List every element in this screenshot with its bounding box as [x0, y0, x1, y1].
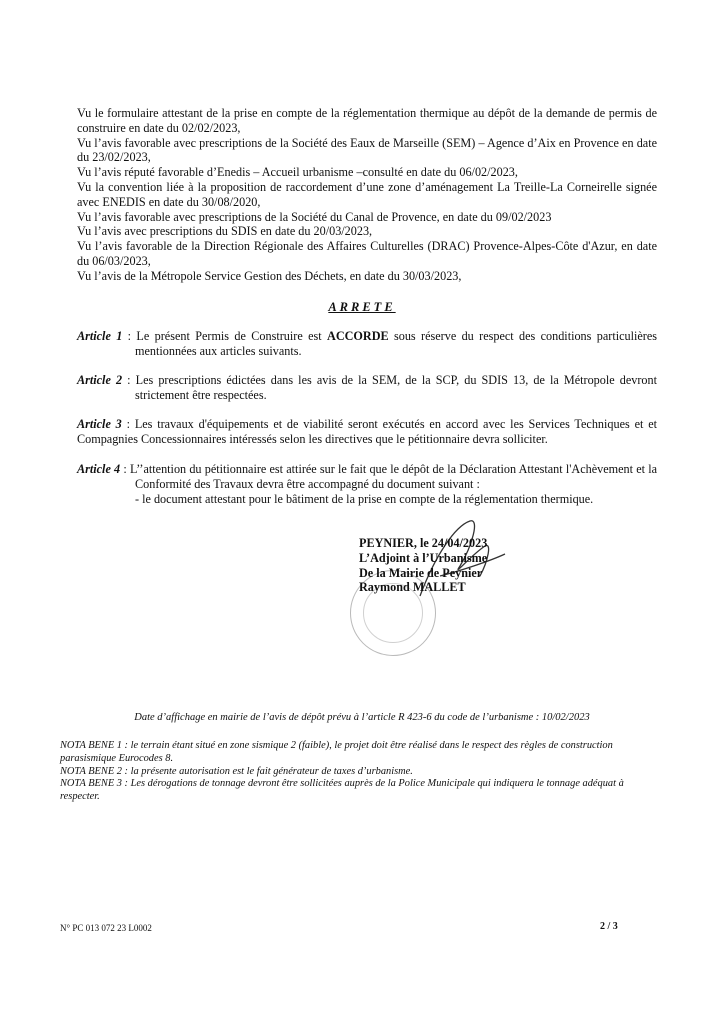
article-extra: - le document attestant pour le bâtiment de la prise en compte de la réglementation thermique. — [135, 491, 594, 506]
article-bold-text: ACCORDE — [327, 329, 389, 343]
article-label: Article 3 — [77, 417, 122, 431]
arrete-title: ARRETE — [328, 300, 396, 314]
vu-paragraph: Vu l’avis réputé favorable d’Enedis – Accueil urbanisme –consulté en date du 06/02/2023, — [77, 165, 518, 180]
nota-bene: NOTA BENE 2 : la présente autorisation est le fait générateur de taxes d’urbanisme. — [60, 765, 413, 777]
signature-line: Raymond MALLET — [359, 580, 466, 595]
article-1 — [77, 329, 657, 359]
nota-bene: NOTA BENE 1 : le terrain étant situé en zone sismique 2 (faible), le projet doit être réalisé dans le respect des règles de construction parasismique Eurocodes 8. — [60, 740, 613, 764]
vu-paragraph: Vu l’avis favorable avec prescriptions de la Société du Canal de Provence, en date du 09/02/2023 — [77, 209, 552, 224]
article-text: sous réserve du respect des conditions particulières mentionnées aux articles suivants. — [135, 329, 657, 358]
vu-paragraph: Vu l’avis avec prescriptions du SDIS en date du 20/03/2023, — [77, 224, 373, 239]
article-2 — [77, 373, 657, 403]
article-label: Article 4 — [77, 462, 121, 476]
signature-line: PEYNIER, le 24/04/2023 — [359, 536, 488, 550]
signature-line: L’Adjoint à l’Urbanisme — [359, 550, 488, 565]
vu-paragraphs — [77, 106, 657, 284]
article-3 — [77, 417, 657, 447]
article-label: Article 2 — [77, 373, 123, 387]
article-4 — [77, 462, 657, 506]
article-text: : L’’attention du pétitionnaire est attirée sur le fait que le dépôt de la Déclaration Attestant l'Achèvement et la Conformité des Travaux devra être accompagné du document suivant : — [120, 462, 657, 491]
article-label: Article 1 — [77, 329, 123, 343]
vu-paragraph: Vu l’avis de la Métropole Service Gestion des Déchets, en date du 30/03/2023, — [77, 268, 462, 283]
article-text: : Les prescriptions édictées dans les avis de la SEM, de la SCP, du SDIS 13, de la Métropole devront strictement être respectées. — [122, 373, 657, 402]
vu-paragraph: Vu l’avis favorable de la Direction Régionale des Affaires Culturelles (DRAC) Provence-Alpes-Côte d'Azur, en date du 06/03/2023, — [77, 239, 657, 268]
permit-reference: N° PC 013 072 23 L0002 — [60, 923, 152, 933]
article-text: : Le présent Permis de Construire est — [122, 329, 328, 343]
date-affichage: Date d’affichage en mairie de l’avis de dépôt prévu à l’article R 423-6 du code de l’urbanisme : 10/02/2023 — [134, 712, 590, 723]
nota-bene-list — [60, 740, 658, 804]
page-number: 2 / 3 — [600, 921, 618, 932]
article-text: : Les travaux d'équipements et de viabilité seront exécutés en accord avec les Services Techniques et et Compagnies Concessionnaires intéressés selon les directives que le pétitionnaire devra solliciter. — [77, 417, 657, 446]
vu-paragraph: Vu l’avis favorable avec prescriptions de la Société des Eaux de Marseille (SEM) – Agence d’Aix en Provence en date du 23/02/2023, — [77, 135, 657, 165]
signature-line: De la Mairie de Peynier — [359, 565, 483, 580]
signature-block — [359, 536, 487, 595]
nota-bene: NOTA BENE 3 : Les dérogations de tonnage devront être sollicitées auprès de la Police Municipale qui indiquera le tonnage adéquat à respecter. — [60, 778, 624, 803]
vu-paragraph: Vu le formulaire attestant de la prise en compte de la réglementation thermique au dépôt de la demande de permis de construire en date du 02/02/2023, — [77, 106, 657, 135]
vu-paragraph: Vu la convention liée à la proposition de raccordement d’une zone d’aménagement La Treille-La Corneirelle signée avec ENEDIS en date du 30/08/2020, — [77, 179, 657, 209]
